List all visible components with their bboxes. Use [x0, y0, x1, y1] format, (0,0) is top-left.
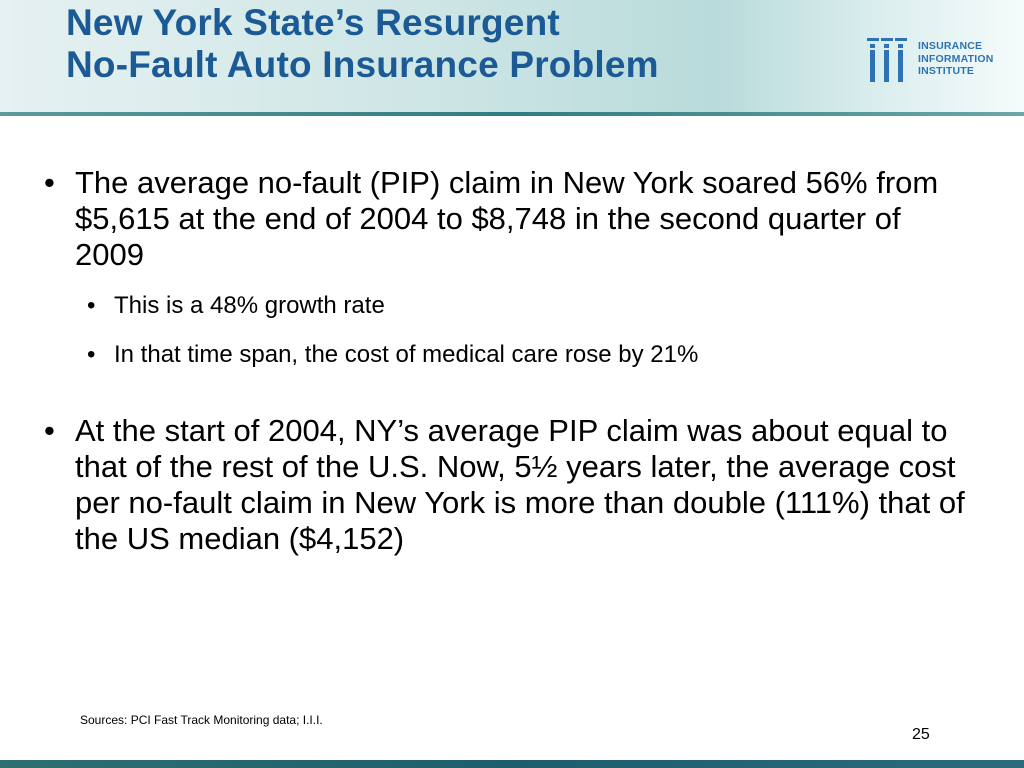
bullet-symbol: •: [87, 341, 96, 368]
bullet-symbol: •: [87, 292, 96, 319]
bullet-symbol: •: [44, 165, 55, 200]
logo-text-line-1: INSURANCE: [918, 40, 983, 52]
bottom-bar: [0, 760, 1024, 768]
bullet-text: This is a 48% growth rate: [114, 292, 385, 319]
bullet-level2-medical-care: [87, 341, 967, 369]
bullet-level2-growth-rate: [87, 292, 967, 320]
bullet-level1-us-comparison: [44, 413, 974, 557]
slide-title-line-1: New York State’s Resurgent: [66, 2, 560, 43]
slide-title-line-2: No-Fault Auto Insurance Problem: [66, 44, 659, 85]
bullet-text: The average no-fault (PIP) claim in New York soared 56% from $5,615 at the end of 2004 to $8,748 in the second quarter of 2009: [75, 165, 939, 272]
bullet-level1-pip-increase: [44, 165, 974, 273]
page-number: 25: [912, 726, 930, 743]
logo-text-line-2: INFORMATION: [918, 52, 994, 65]
bullet-text: At the start of 2004, NY’s average PIP claim was about equal to that of the rest of the U.S. Now, 5½ years later, the average cost per no-fault claim in New York is more than double (111%) that of the US median ($4,152): [75, 413, 965, 556]
source-note: Sources: PCI Fast Track Monitoring data; I.I.I.: [80, 713, 323, 727]
logo-text-line-3: INSTITUTE: [918, 65, 975, 77]
bullet-symbol: •: [44, 413, 55, 448]
bullet-text: In that time span, the cost of medical care rose by 21%: [114, 341, 699, 368]
